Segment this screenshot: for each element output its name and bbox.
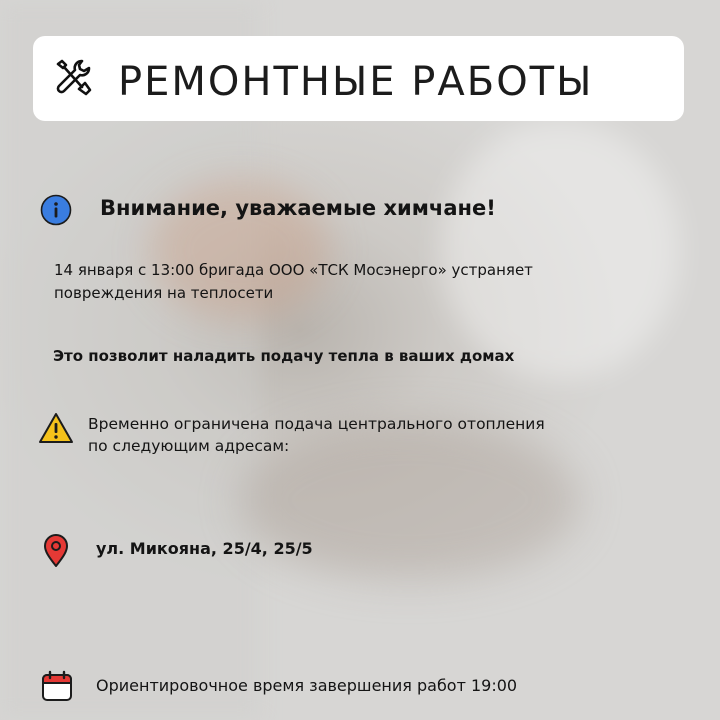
- benefit-note: Это позволит наладить подачу тепла в ваших домах: [53, 347, 515, 365]
- info-icon: [40, 194, 72, 226]
- description-text: [54, 259, 533, 305]
- warning-icon: [38, 412, 74, 444]
- warning-line-1: Временно ограничена подача центрального отопления: [88, 415, 545, 433]
- warning-text: [88, 413, 545, 457]
- description-line-1: 14 января с 13:00 бригада ООО «ТСК Мосэнерго» устраняет: [54, 261, 533, 279]
- address-text: ул. Микояна, 25/4, 25/5: [96, 539, 313, 558]
- wrench-screwdriver-icon: [52, 56, 92, 100]
- attention-heading: Внимание, уважаемые химчане!: [100, 196, 496, 220]
- warning-line-2: по следующим адресам:: [88, 437, 290, 455]
- completion-time-text: Ориентировочное время завершения работ 19:00: [96, 676, 518, 695]
- background-photo-sparks: [440, 120, 680, 380]
- page-title: РЕМОНТНЫЕ РАБОТЫ: [118, 59, 594, 105]
- description-line-2: повреждения на теплосети: [54, 284, 274, 302]
- location-pin-icon: [42, 534, 70, 568]
- calendar-icon: [41, 670, 73, 702]
